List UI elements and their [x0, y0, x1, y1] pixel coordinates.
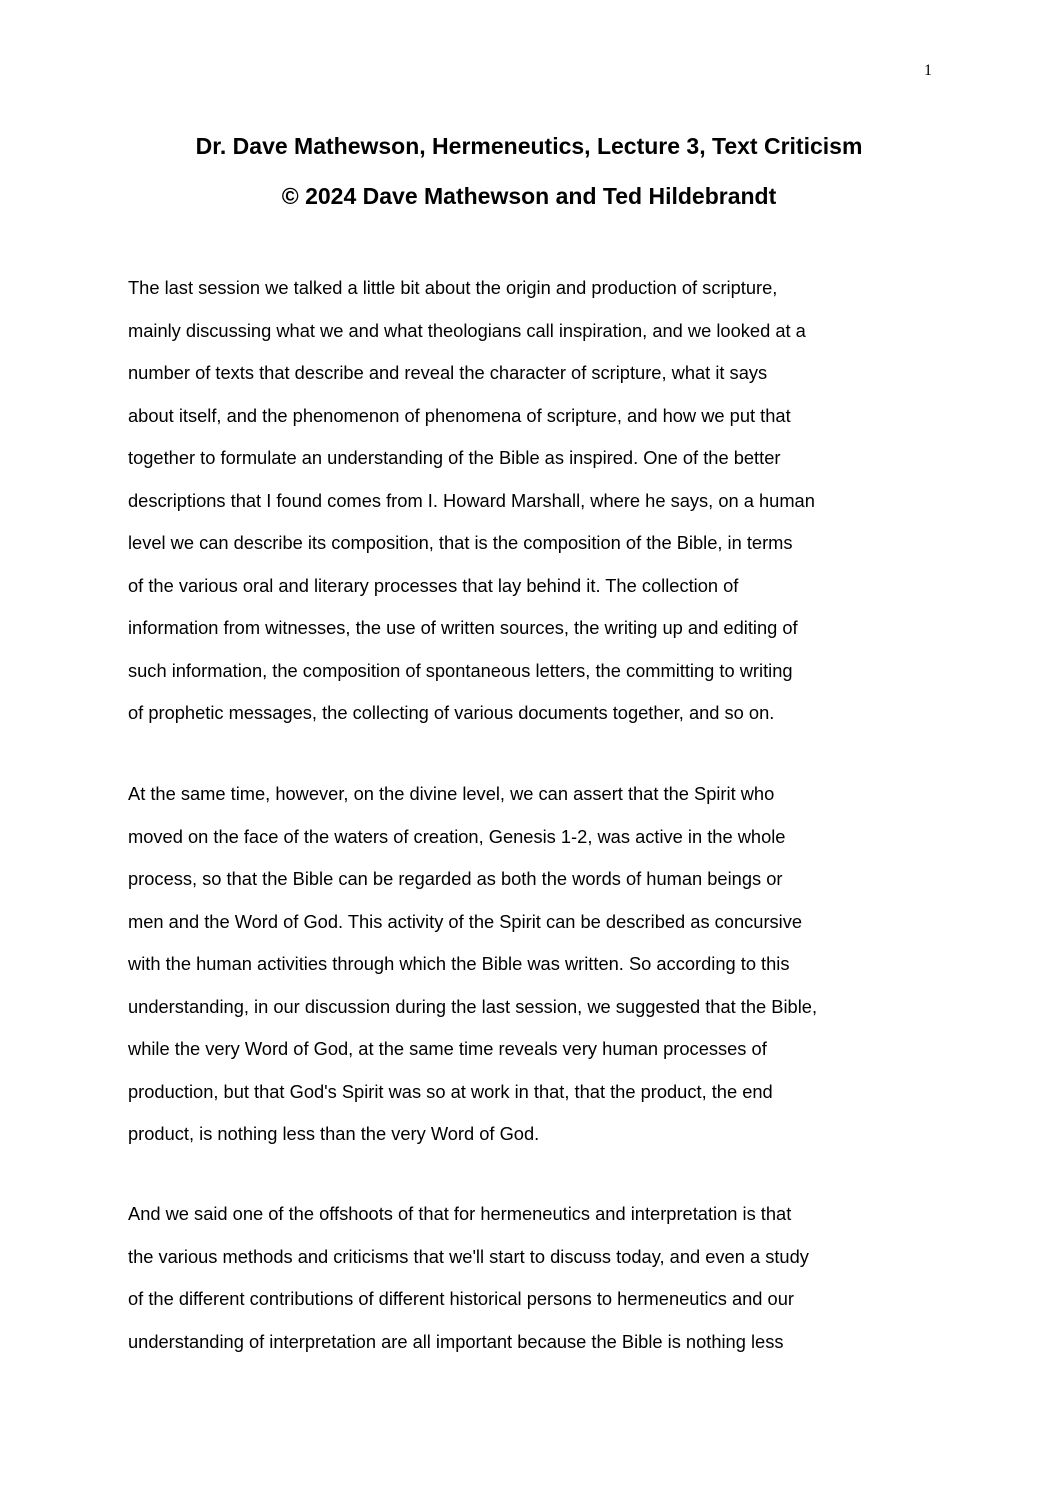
page-number: 1 — [924, 62, 932, 79]
paragraph-1-line: information from witnesses, the use of written sources, the writing up and editing of — [128, 617, 798, 638]
paragraph-2-line: men and the Word of God. This activity of the Spirit can be described as concursive — [128, 910, 803, 932]
paragraph-1-line: descriptions that I found comes from I. Howard Marshall, where he says, on a human — [128, 489, 815, 511]
paragraph-1-line: of the various oral and literary processes that lay behind it. The collection of — [128, 574, 739, 596]
paragraph-3-line: of the different contributions of different historical persons to hermeneutics and our — [128, 1288, 794, 1309]
paragraph-1-line: level we can describe its composition, that is the composition of the Bible, in terms — [128, 532, 793, 553]
paragraph-1-line: number of texts that describe and reveal the character of scripture, what it says — [128, 362, 768, 383]
paragraph-2-line: moved on the face of the waters of creation, Genesis 1-2, was active in the whole — [128, 825, 786, 847]
paragraph-1-line: about itself, and the phenomenon of phenomena of scripture, and how we put that — [128, 404, 791, 426]
paragraph-2-line: understanding, in our discussion during the last session, we suggested that the Bible, — [128, 995, 818, 1017]
paragraph-2-line: with the human activities through which the Bible was written. So according to this — [128, 953, 790, 974]
paragraph-2-line: product, is nothing less than the very Word of God. — [128, 1123, 540, 1144]
paragraph-1-line: mainly discussing what we and what theologians call inspiration, and we looked at a — [128, 319, 806, 341]
paragraph-2-line: production, but that God's Spirit was so at work in that, that the product, the end — [128, 1080, 773, 1102]
paragraph-1-line: such information, the composition of spontaneous letters, the committing to writing — [128, 659, 793, 681]
paragraph-1-line: together to formulate an understanding of the Bible as inspired. One of the better — [128, 447, 781, 468]
paragraph-1-line: The last session we talked a little bit about the origin and production of scripture, — [128, 277, 778, 298]
paragraph-3-line: the various methods and criticisms that we'll start to discuss today, and even a study — [128, 1245, 809, 1267]
paragraph-2-line: while the very Word of God, at the same time reveals very human processes of — [128, 1038, 767, 1059]
paragraph-2-line: process, so that the Bible can be regarded as both the words of human beings or — [128, 868, 783, 889]
paragraph-2-line: At the same time, however, on the divine level, we can assert that the Spirit who — [128, 783, 775, 804]
paragraph-3-line: understanding of interpretation are all important because the Bible is nothing less — [128, 1330, 784, 1352]
paragraph-1-line: of prophetic messages, the collecting of various documents together, and so on. — [128, 702, 775, 723]
copyright-line: © 2024 Dave Mathewson and Ted Hildebrandt — [281, 183, 777, 209]
document-title: Dr. Dave Mathewson, Hermeneutics, Lecture 3, Text Criticism — [195, 133, 863, 159]
paragraph-3-line: And we said one of the offshoots of that for hermeneutics and interpretation is that — [128, 1203, 792, 1224]
